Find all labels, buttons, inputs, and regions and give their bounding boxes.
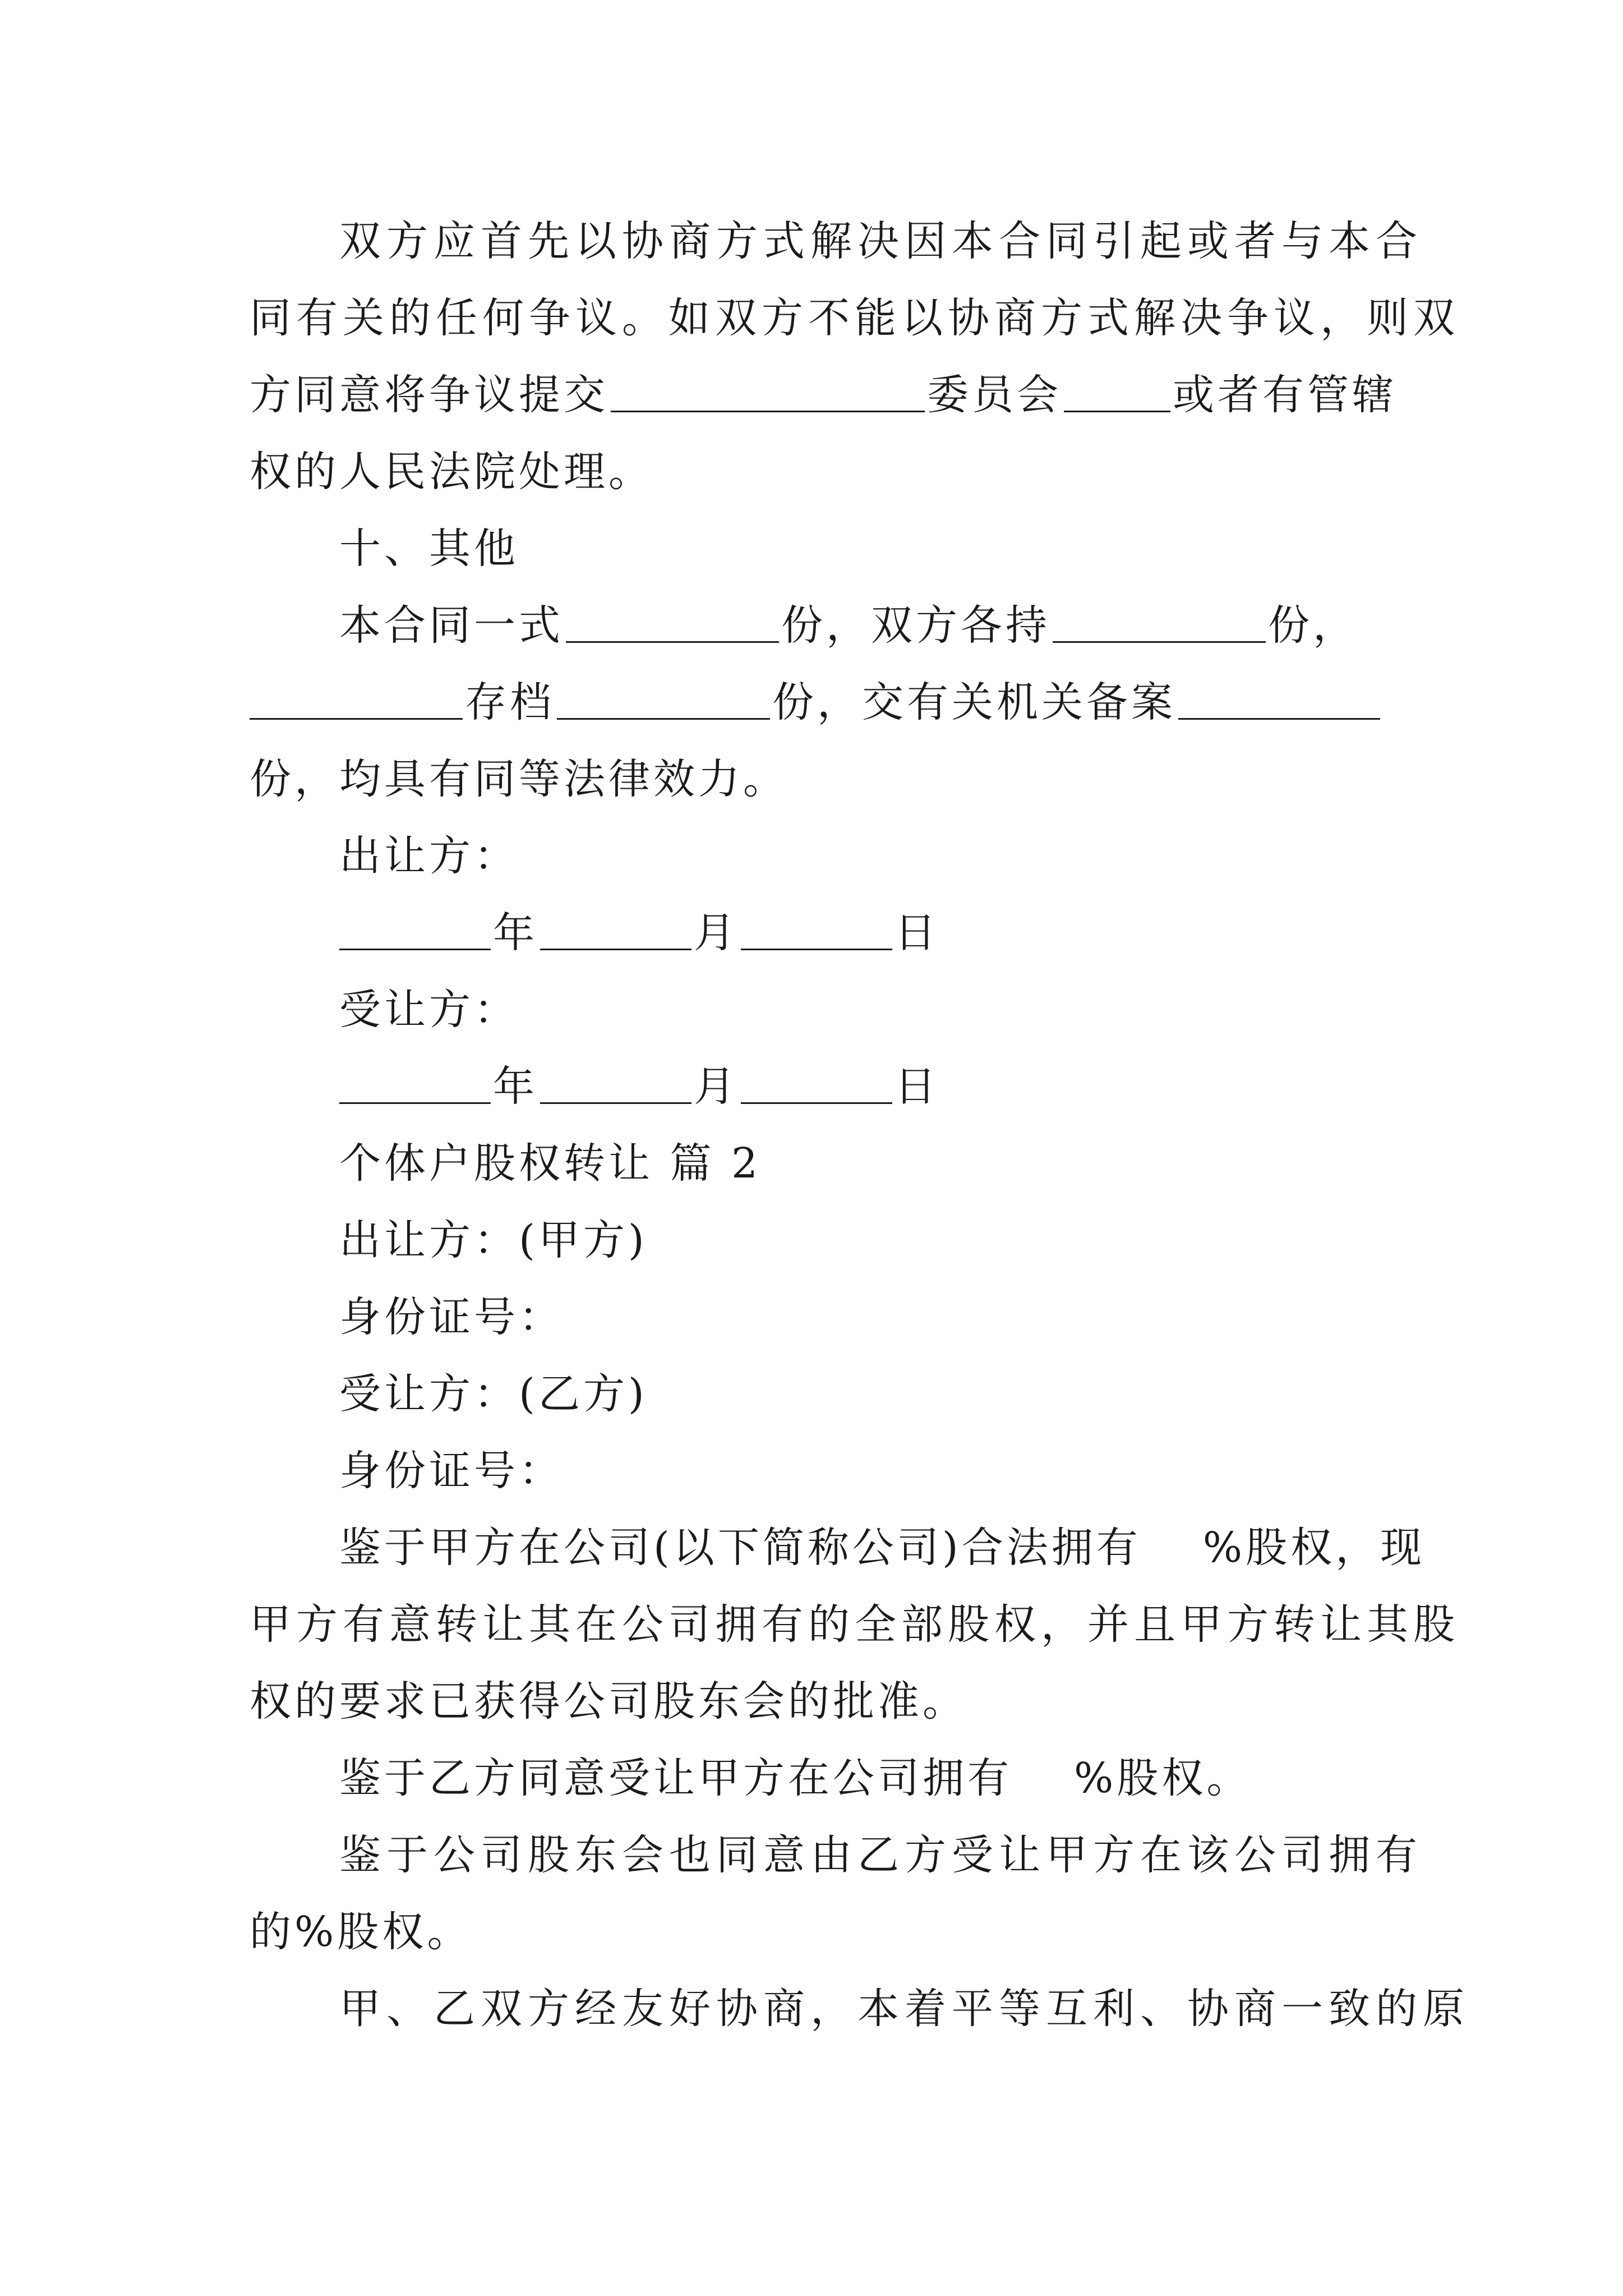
text: 份，双方各持: [781, 601, 1050, 650]
text: 日: [895, 1062, 939, 1111]
text: 个体户股权转让 篇 2: [339, 1139, 762, 1188]
text: 身份证号：: [339, 1447, 564, 1495]
copies-paragraph-line-1: [250, 587, 1382, 664]
text: %股权。: [1074, 1754, 1252, 1802]
text: 出让方：(甲方): [339, 1216, 648, 1264]
whereas-2-line-1: [250, 1740, 1382, 1817]
text: 鉴于甲方在公司(以下简称公司)合法拥有: [339, 1524, 1141, 1572]
text: 份，均具有同等法律效力。: [250, 755, 788, 803]
text: 鉴于公司股东会也同意由乙方受让甲方在该公司拥有: [339, 1831, 1423, 1879]
text: 甲、乙双方经友好协商，本着平等互利、协商一致的原: [339, 1985, 1470, 2033]
text: 存档: [465, 678, 555, 726]
dispute-paragraph-line-4: [250, 434, 1382, 510]
text: 月: [694, 909, 739, 957]
blank-arbitration-committee[interactable]: [611, 371, 925, 412]
agreement-intro-line-1: [250, 1971, 1470, 2047]
section-ten-heading: [250, 510, 1382, 587]
blank-arbitration-detail[interactable]: [1064, 371, 1170, 412]
text: 年: [493, 909, 538, 957]
text: 权的要求已获得公司股东会的批准。: [250, 1677, 967, 1726]
blank-transferor-day[interactable]: [741, 909, 892, 950]
text: 月: [694, 1062, 739, 1111]
blank-archive-copies[interactable]: [557, 679, 770, 720]
dispute-paragraph-line-3: [250, 357, 1397, 434]
blank-transferee-month[interactable]: [540, 1063, 691, 1104]
blank-transferor-year[interactable]: [339, 909, 491, 950]
whereas-3-line-1: [250, 1817, 1423, 1894]
whereas-1-line-1: [250, 1510, 1426, 1586]
blank-transferee-year[interactable]: [339, 1063, 491, 1104]
text: 委员会: [927, 371, 1062, 419]
text: 日: [895, 909, 939, 957]
dispute-paragraph-line-2: [250, 280, 1460, 357]
text: 鉴于乙方同意受让甲方在公司拥有: [339, 1754, 1012, 1802]
whereas-1-line-2: [250, 1586, 1460, 1663]
blank-party-copies[interactable]: [1053, 602, 1266, 643]
blank-total-copies[interactable]: [566, 602, 779, 643]
transferor-date-line: [250, 895, 1382, 972]
party-b-id-label: [250, 1433, 1382, 1510]
text: 方同意将争议提交: [250, 371, 608, 419]
transferor-label: [250, 818, 1382, 895]
text: 的%股权。: [250, 1908, 472, 1956]
transferee-label: [250, 972, 1382, 1048]
article-2-title: [250, 1125, 1382, 1202]
blank-filing-copies[interactable]: [1178, 679, 1380, 720]
text: 份，: [1268, 601, 1358, 650]
blank-transferor-month[interactable]: [540, 909, 691, 950]
text: 本合同一式: [339, 601, 564, 650]
text: 身份证号：: [339, 1293, 564, 1341]
party-a-id-label: [250, 1279, 1382, 1356]
text: 甲方有意转让其在公司拥有的全部股权，并且甲方转让其股: [250, 1600, 1460, 1649]
text: 份，交有关机关备案: [772, 678, 1176, 726]
copies-paragraph-line-2: [250, 664, 1382, 741]
text: 权的人民法院处理。: [250, 448, 653, 496]
transferee-date-line: [250, 1048, 1382, 1125]
text: 或者有管辖: [1173, 371, 1397, 419]
text: 年: [493, 1062, 538, 1111]
text: 出让方：: [339, 832, 519, 880]
party-b-label: [250, 1356, 1382, 1433]
text: 受让方：: [339, 986, 519, 1034]
blank-archive-party[interactable]: [250, 679, 463, 720]
text: 十、其他: [339, 524, 519, 573]
party-a-label: [250, 1202, 1382, 1279]
text: 受让方：(乙方): [339, 1370, 648, 1418]
copies-paragraph-line-3: [250, 741, 1382, 818]
dispute-paragraph-line-1: [250, 203, 1423, 280]
blank-transferee-day[interactable]: [741, 1063, 892, 1104]
whereas-1-line-3: [250, 1663, 1382, 1740]
whereas-3-line-2: [250, 1894, 1382, 1971]
text: %股权，现: [1202, 1524, 1426, 1572]
text: 同有关的任何争议。如双方不能以协商方式解决争议，则双: [250, 294, 1460, 342]
text: 双方应首先以协商方式解决因本合同引起或者与本合: [339, 217, 1423, 265]
